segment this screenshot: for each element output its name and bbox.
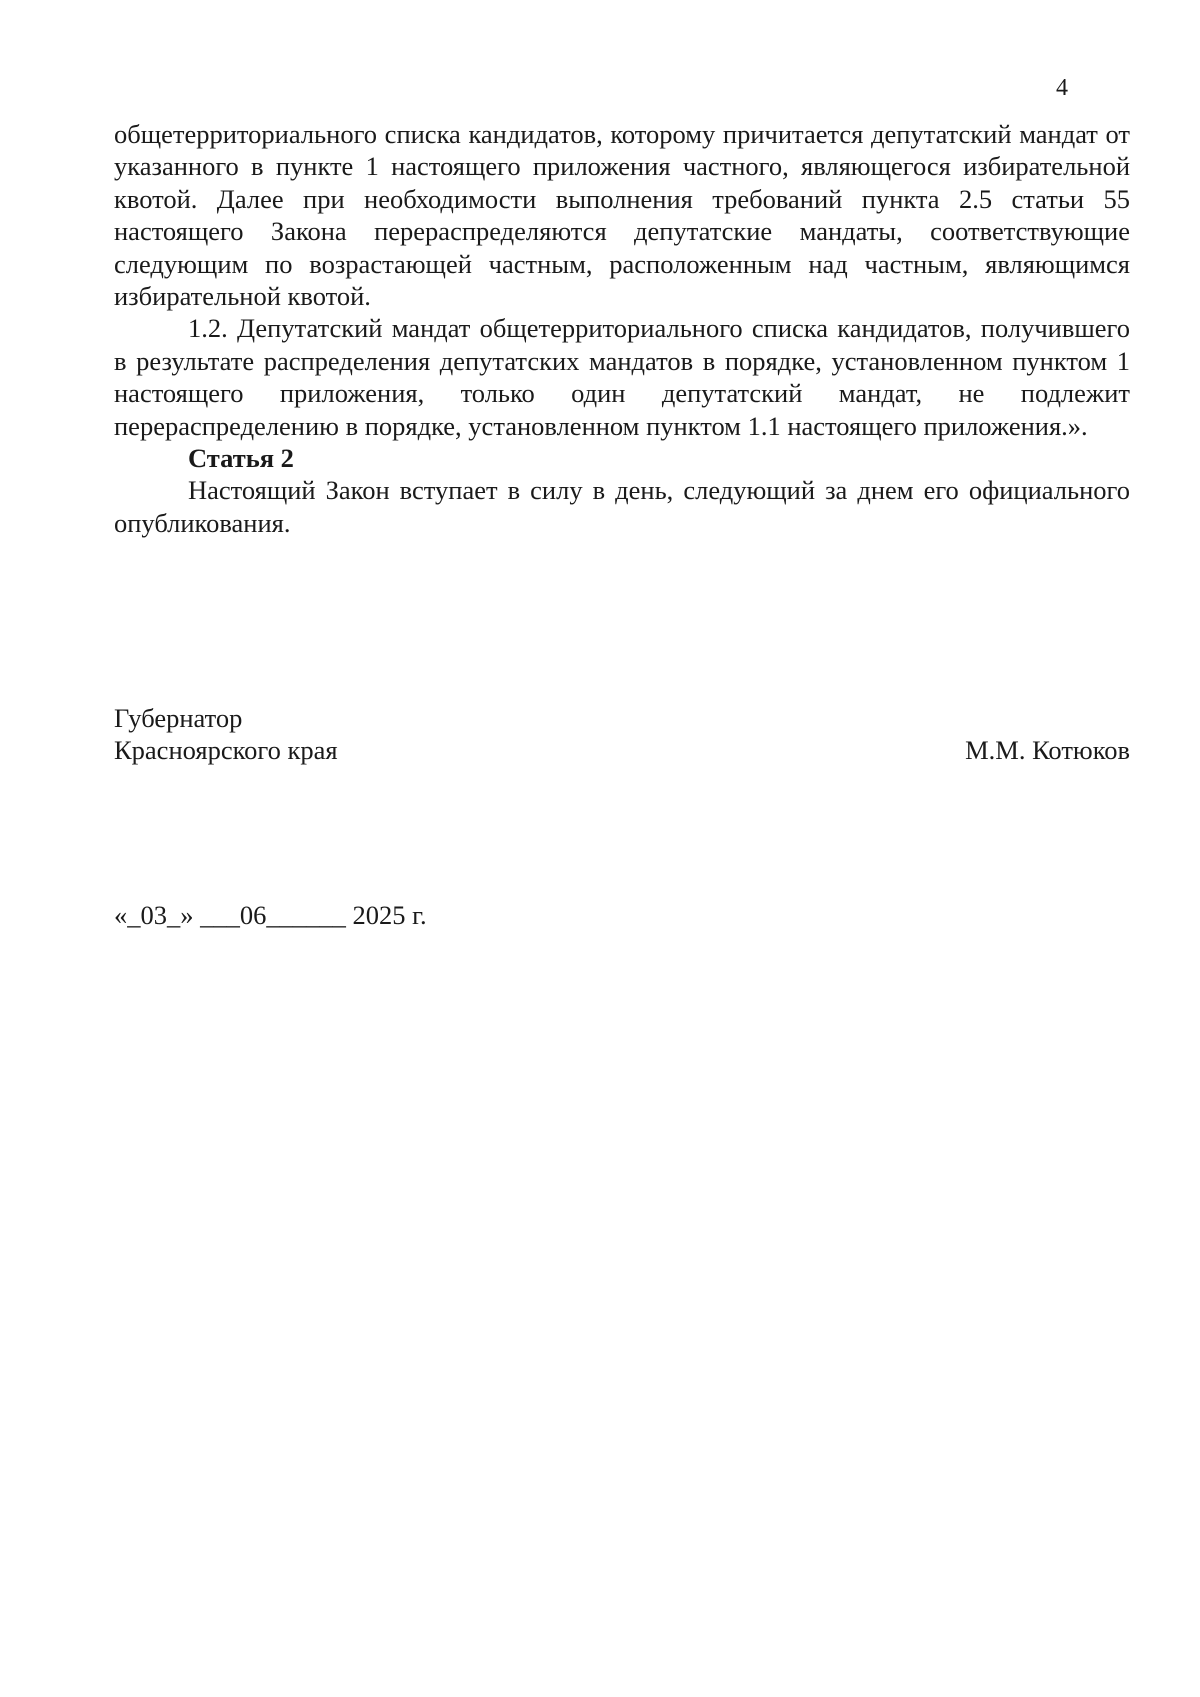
signatory-row (114, 734, 1130, 766)
signing-date: «_03_» ___06______ 2025 г. (114, 900, 427, 930)
signatory-title-line1: Губернатор (114, 703, 243, 733)
page-number: 4 (1056, 75, 1068, 101)
document-body (114, 118, 1130, 539)
paragraph-continuation: общетерриториального списка кандидатов, которому причитается депутатский мандат от указанного в пункте 1 настоящего приложения частного, являющегося избирательной квотой. Далее при необходимости выполнения требований пункта 2.5 статьи 55 настоящего Закона перераспределяются депутатские мандаты, соответствующие следующим по возрастающей частным, расположенным над частным, являющимся избирательной квотой. (114, 119, 1130, 312)
signatory-title-line2: Красноярского края (114, 735, 338, 766)
signatory-name: М.М. Котюков (965, 735, 1130, 766)
article-2-heading: Статья 2 (188, 443, 294, 474)
paragraph-item-1-2: 1.2. Депутатский мандат общетерриториального списка кандидатов, получившего в результате распределения депутатских мандатов в порядке, установленном пунктом 1 настоящего приложения, только один депутатский мандат, не подлежит перераспределению в порядке, установленном пунктом 1.1 настоящего приложения.». (114, 313, 1130, 441)
article-2-text: Настоящий Закон вступает в силу в день, следующий за днем его официального опубликования. (114, 475, 1130, 538)
signature-block (114, 702, 1130, 767)
